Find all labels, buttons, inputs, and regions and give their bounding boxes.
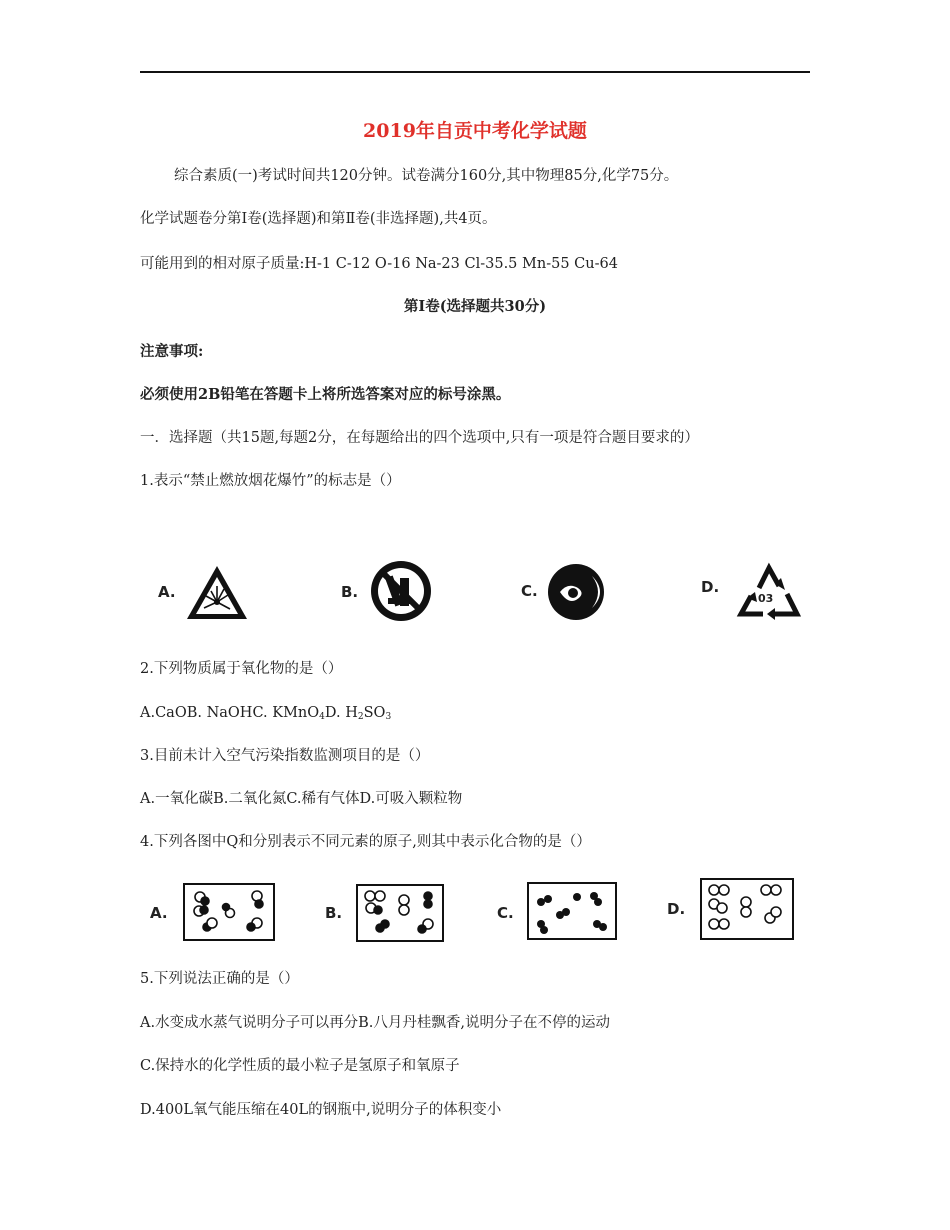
q1-label-c: C. [521, 582, 538, 600]
q4-label-b: B. [325, 904, 343, 922]
q5-stem: 5.下列说法正确的是（） [140, 971, 299, 987]
q4-label-c: C. [497, 904, 514, 922]
q4-label-d: D. [667, 900, 686, 918]
intro-line-3: 可能用到的相对原子质量:H-1 C-12 O-16 Na-23 Cl-35.5 Mn-55 Cu-64 [140, 256, 618, 272]
q4-diagram-d [700, 878, 794, 940]
explosive-warning-icon [184, 562, 250, 622]
recycle-code-text: 03 [758, 592, 774, 605]
q4-diagram-b [356, 884, 444, 942]
section-title: 第Ⅰ卷(选择题共30分) [403, 298, 547, 315]
page-title: 2019年自贡中考化学试题 [363, 120, 587, 142]
q1-label-d: D. [701, 578, 720, 596]
q2-options-part3: SO [363, 705, 386, 721]
q4-diagram-c [527, 882, 617, 940]
q2-options-part2: D. H [324, 705, 358, 721]
q2-stem: 2.下列物质属于氧化物的是（） [140, 661, 343, 677]
q2-options-sub3: 3 [385, 712, 392, 722]
q2-options-sub2: 2 [357, 712, 364, 722]
intro-line-1: 综合素质(一)考试时间共120分钟。试卷满分160分,其中物理85分,化学75分。 [174, 168, 679, 184]
q4-diagram-a [183, 883, 275, 941]
q3-options: A.一氧化碳B.二氧化氮C.稀有气体D.可吸入颗粒物 [140, 791, 463, 807]
notice-heading: 注意事项: [140, 343, 204, 360]
intro-line-2: 化学试题卷分第Ⅰ卷(选择题)和第Ⅱ卷(非选择题),共4页。 [140, 211, 497, 227]
part-heading: 一．选择题（共15题,每题2分，在每题给出的四个选项中,只有一项是符合题目要求的） [140, 430, 699, 446]
q5-option-ab: A.水变成水蒸气说明分子可以再分B.八月丹桂飘香,说明分子在不停的运动 [140, 1015, 610, 1031]
top-rule [140, 71, 810, 73]
q4-label-a: A. [150, 904, 168, 922]
q3-stem: 3.目前未计入空气污染指数监测项目的是（） [140, 748, 430, 764]
q1-label-a: A. [158, 583, 176, 601]
water-saving-logo-icon [546, 562, 608, 624]
q2-options-part1: A.CaOB. NaOHC. KMnO [140, 705, 320, 721]
q2-options-sub1: 4 [319, 712, 325, 722]
q1-stem: 1.表示“禁止燃放烟花爆竹”的标志是（） [140, 473, 401, 489]
no-fireworks-sign-icon [368, 558, 434, 624]
q4-stem: 4.下列各图中Q和分别表示不同元素的原子,则其中表示化合物的是（） [140, 834, 591, 850]
q1-label-b: B. [341, 583, 359, 601]
q5-option-c: C.保持水的化学性质的最小粒子是氢原子和氧原子 [140, 1058, 460, 1074]
q5-option-d: D.400L氧气能压缩在40L的钢瓶中,说明分子的体积变小 [140, 1102, 502, 1118]
notice-text: 必须使用2B铅笔在答题卡上将所选答案对应的标号涂黑。 [140, 386, 511, 403]
q2-options [140, 703, 391, 727]
